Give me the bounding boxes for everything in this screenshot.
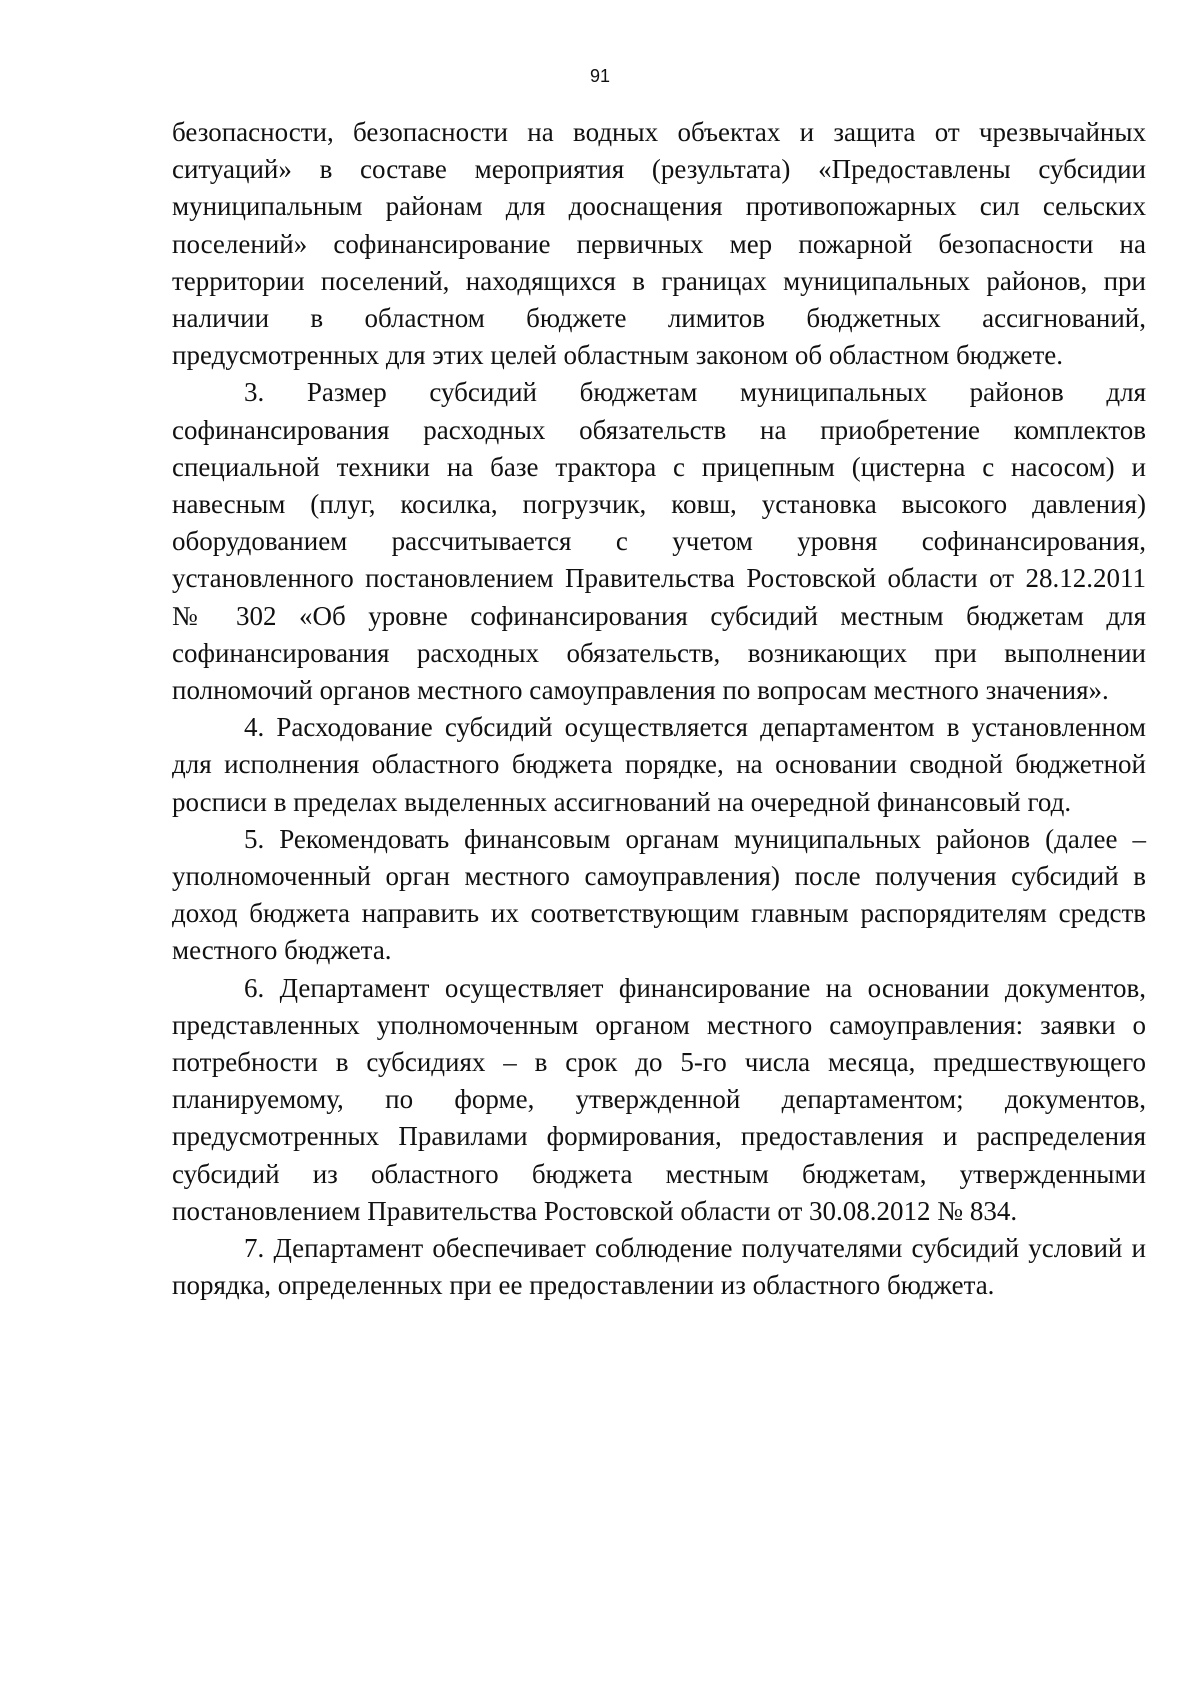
paragraph-item-7: 7. Департамент обеспечивает соблюдение получателями субсидий условий и порядка, определенных при ее предоставлении из областного бюджета. xyxy=(172,1233,1146,1301)
document-body xyxy=(172,114,1146,1305)
paragraph-item-6: 6. Департамент осуществляет финансирование на основании документов, представленных уполномоченным органом местного самоуправления: заявки о потребности в субсидиях – в срок до 5-го числа месяца, предшествующего планируемому, по форме, утвержденной департаментом; документов, предусмотренных Правилами формирования, предоставления и распределения субсидий из областного бюджета местным бюджетам, утвержденными постановлением Правительства Ростовской области от 30.08.2012 № 834. xyxy=(172,972,1146,1226)
paragraph-item-4: 4. Расходование субсидий осуществляется департаментом в установленном для исполнения областного бюджета порядке, на основании сводной бюджетной росписи в пределах выделенных ассигнований на очередной финансовый год. xyxy=(172,712,1146,817)
paragraph-continuation: безопасности, безопасности на водных объектах и защита от чрезвычайных ситуаций» в составе мероприятия (результата) «Предоставлены субсидии муниципальным районам для дооснащения противопожарных сил сельских поселений» софинансирование первичных мер пожарной безопасности на территории поселений, находящихся в границах муниципальных районов, при наличии в областном бюджете лимитов бюджетных ассигнований, предусмотренных для этих целей областным законом об областном бюджете. xyxy=(172,117,1146,371)
paragraph-item-5: 5. Рекомендовать финансовым органам муниципальных районов (далее – уполномоченный орган местного самоуправления) после получения субсидий в доход бюджета направить их соответствующим главным распорядителям средств местного бюджета. xyxy=(172,823,1146,966)
paragraph-item-3: 3. Размер субсидий бюджетам муниципальных районов для софинансирования расходных обязательств на приобретение комплектов специальной техники на базе трактора с прицепным (цистерна с насосом) и навесным (плуг, косилка, погрузчик, ковш, установка высокого давления) оборудованием рассчитывается с учетом уровня софинансирования, установленного постановлением Правительства Ростовской области от 28.12.2011 № 302 «Об уровне софинансирования субсидий местным бюджетам для софинансирования расходных обязательств, возникающих при выполнении полномочий органов местного самоуправления по вопросам местного значения». xyxy=(172,377,1146,706)
page-number: 91 xyxy=(589,66,611,86)
